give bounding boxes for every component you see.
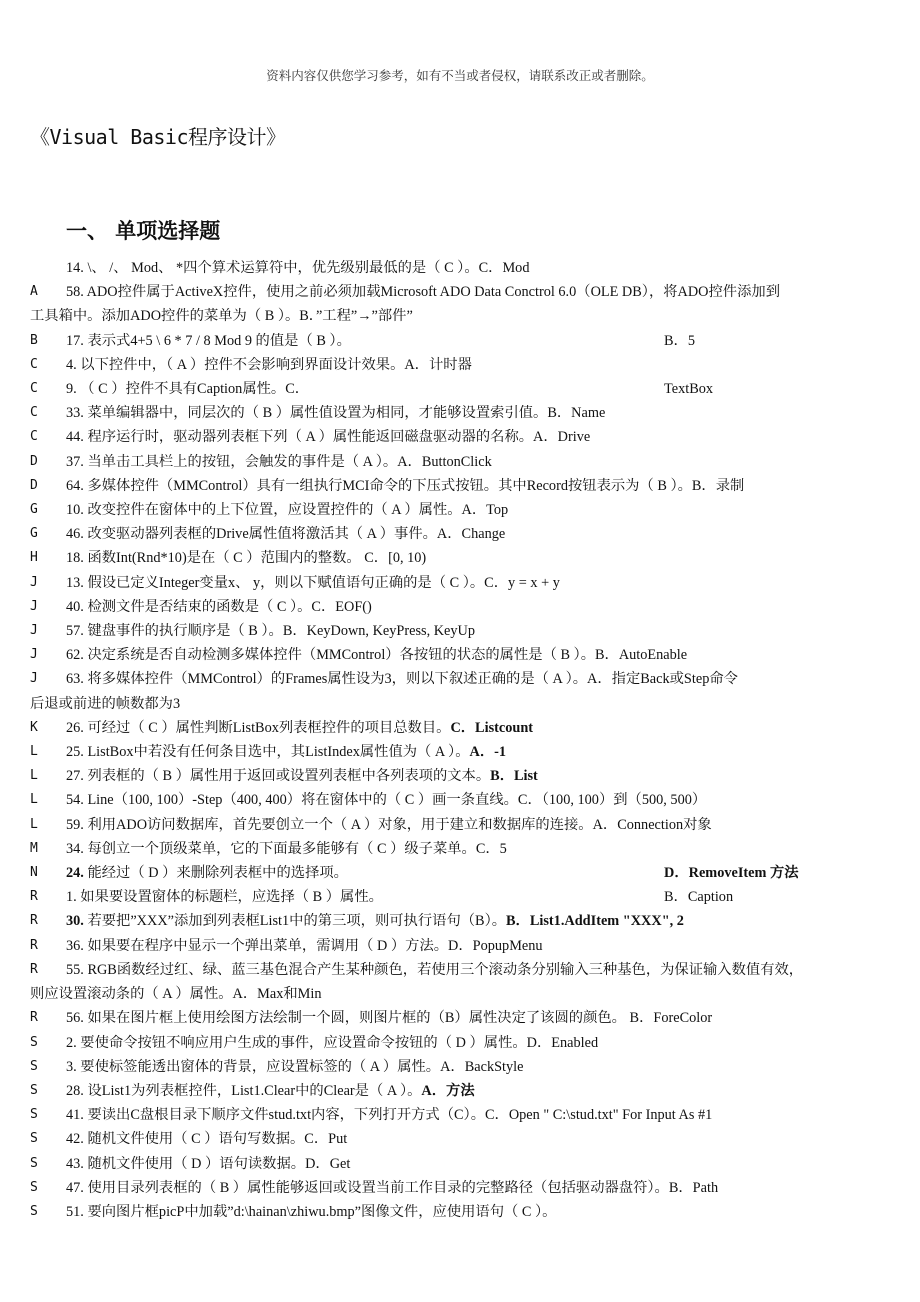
question-continuation: 工具箱中。添加ADO控件的菜单为（ B ）。B．”工程”→”部件” xyxy=(30,308,413,325)
answer-text: A．-1 xyxy=(469,744,507,761)
question-text xyxy=(66,619,912,643)
question-body: 18. 函数Int(Rnd*10)是在（ C ）范围内的整数。 C．[0, 10) xyxy=(66,550,427,567)
question-text xyxy=(66,1031,912,1055)
index-letter: S xyxy=(30,1179,38,1195)
question-row xyxy=(30,667,912,715)
question-text xyxy=(66,885,912,909)
answer-text: B．List xyxy=(490,768,538,785)
index-letter: R xyxy=(30,889,38,905)
index-letter: S xyxy=(30,1155,38,1171)
question-row xyxy=(30,1127,912,1151)
answer-text: B．5 xyxy=(664,332,695,349)
index-letter: R xyxy=(30,913,38,929)
question-row xyxy=(30,716,912,740)
question-text xyxy=(66,595,912,619)
question-body: 51. 要向图片框picP中加载”d:\hainan\zhiwu.bmp”图像文件，应使用语句（ C ）。 xyxy=(66,1203,557,1220)
index-letter: C xyxy=(30,381,38,397)
question-text xyxy=(66,1079,912,1103)
question-row xyxy=(30,619,912,643)
question-body: 25. ListBox中若没有任何条目选中，其ListIndex属性值为（ A ）。 xyxy=(66,744,470,761)
question-body: 44. 程序运行时，驱动器列表框下列（ A ）属性能返回磁盘驱动器的名称。A．Drive xyxy=(66,429,591,446)
question-text xyxy=(66,813,912,837)
index-letter: N xyxy=(30,865,38,881)
question-text xyxy=(66,546,912,570)
question-continuation: 后退或前进的帧数都为3 xyxy=(30,695,181,712)
index-letter: C xyxy=(30,356,38,372)
question-body: 64. 多媒体控件（MMControl）具有一组执行MCI命令的下压式按钮。其中Record按钮表示为（ B ）。B．录制 xyxy=(66,477,745,494)
question-row xyxy=(30,1200,912,1224)
question-text xyxy=(66,571,912,595)
question-row xyxy=(30,353,912,377)
answer-text: A．方法 xyxy=(421,1082,475,1099)
question-row xyxy=(30,813,912,837)
question-number: 24. xyxy=(66,865,84,882)
index-letter: G xyxy=(30,502,38,518)
question-text xyxy=(66,909,912,933)
question-body: 34. 每创立一个顶级菜单，它的下面最多能够有（ C ）级子菜单。C．5 xyxy=(66,840,507,857)
question-text xyxy=(66,522,912,546)
question-row xyxy=(30,329,912,353)
question-text xyxy=(66,329,912,353)
question-body: 42. 随机文件使用（ C ）语句写数据。C．Put xyxy=(66,1131,348,1148)
index-letter: L xyxy=(30,816,38,832)
question-row xyxy=(30,885,912,909)
question-text xyxy=(66,474,912,498)
question-body: 37. 当单击工具栏上的按钮，会触发的事件是（ A ）。A．ButtonClick xyxy=(66,453,492,470)
question-list xyxy=(30,256,912,1224)
index-letter: J xyxy=(30,671,38,687)
question-text xyxy=(66,450,912,474)
answer-text: C．Listcount xyxy=(450,719,534,736)
question-row xyxy=(30,280,912,328)
question-text xyxy=(30,667,912,715)
answer-text: TextBox xyxy=(664,381,714,398)
question-text xyxy=(66,1152,912,1176)
index-letter: H xyxy=(30,550,38,566)
question-text xyxy=(30,958,912,1006)
question-text xyxy=(66,1127,912,1151)
question-body: 62. 决定系统是否自动检测多媒体控件（MMControl）各按钮的状态的属性是（ B ）。B．AutoEnable xyxy=(66,647,688,664)
section-heading: 一、 单项选择题 xyxy=(66,219,221,243)
question-body: 59. 利用ADO访问数据库，首先要创立一个（ A ）对象，用于建立和数据库的连接。A．Connection对象 xyxy=(66,816,712,833)
question-body: 41. 要读出C盘根目录下顺序文件stud.txt内容，下列打开方式（C）。C．Open " C:\stud.txt" For Input As #1 xyxy=(66,1107,713,1124)
question-body: 4. 以下控件中，（ A ）控件不会影响到界面设计效果。A．计时器 xyxy=(66,356,472,373)
index-letter: D xyxy=(30,477,38,493)
question-body: 55. RGB函数经过红、绿、蓝三基色混合产生某种颜色，若使用三个滚动条分别输入三种基色，为保证输入数值有效， xyxy=(66,961,804,978)
question-text xyxy=(66,1103,912,1127)
index-letter: B xyxy=(30,332,38,348)
question-body: 43. 随机文件使用（ D ）语句读数据。D．Get xyxy=(66,1155,351,1172)
index-letter: K xyxy=(30,719,38,735)
index-letter: S xyxy=(30,1203,38,1219)
question-body: 3. 要使标签能透出窗体的背景，应设置标签的（ A ）属性。A．BackStyle xyxy=(66,1058,524,1075)
index-letter: C xyxy=(30,405,38,421)
question-body: 17. 表示式4+5 \ 6 * 7 / 8 Mod 9 的值是（ B ）。 xyxy=(66,332,351,349)
question-text xyxy=(66,425,912,449)
index-letter: A xyxy=(30,284,38,300)
question-text xyxy=(66,861,912,885)
question-text xyxy=(66,764,912,788)
question-row xyxy=(30,740,912,764)
question-text xyxy=(66,934,912,958)
question-row xyxy=(30,1031,912,1055)
question-text xyxy=(66,740,912,764)
question-text xyxy=(66,353,912,377)
question-row xyxy=(30,474,912,498)
question-text xyxy=(66,1055,912,1079)
question-body: 46. 改变驱动器列表框的Drive属性值将激活其（ A ）事件。A．Change xyxy=(66,526,506,543)
index-letter: D xyxy=(30,453,38,469)
question-body: 58. ADO控件属于ActiveX控件，使用之前必须加载Microsoft ADO Data Conctrol 6.0（OLE DB），将ADO控件添加到 xyxy=(66,284,780,301)
question-row xyxy=(30,401,912,425)
question-body: 26. 可经过（ C ）属性判断ListBox列表框控件的项目总数目。 xyxy=(66,719,451,736)
question-text xyxy=(66,1200,912,1224)
question-body: 40. 检测文件是否结束的函数是（ C ）。C．EOF() xyxy=(66,598,372,615)
question-text xyxy=(66,837,912,861)
index-letter: J xyxy=(30,598,38,614)
index-letter: L xyxy=(30,768,38,784)
question-text xyxy=(66,788,912,812)
question-text xyxy=(66,377,912,401)
index-letter: J xyxy=(30,574,38,590)
copyright-notice: 资料内容仅供您学习参考，如有不当或者侵权，请联系改正或者删除。 xyxy=(266,69,654,83)
question-text xyxy=(66,401,912,425)
index-letter: J xyxy=(30,647,38,663)
question-body: 若要把”XXX”添加到列表框List1中的第三项，则可执行语句（B）。 xyxy=(83,913,507,930)
question-row xyxy=(30,450,912,474)
question-text xyxy=(66,1176,912,1200)
question-row xyxy=(30,861,912,885)
index-letter: G xyxy=(30,526,38,542)
question-body: 36. 如果要在程序中显示一个弹出菜单，需调用（ D ）方法。D．PopupMenu xyxy=(66,937,543,954)
index-letter: S xyxy=(30,1082,38,1098)
question-row xyxy=(30,958,912,1006)
question-row xyxy=(30,909,912,933)
question-row xyxy=(30,256,912,280)
question-body: 9. （ C ）控件不具有Caption属性。C． xyxy=(66,381,310,398)
question-row xyxy=(30,1176,912,1200)
answer-text: D．RemoveItem 方法 xyxy=(664,865,799,882)
question-row xyxy=(30,571,912,595)
question-body: 33. 菜单编辑器中，同层次的（ B ）属性值设置为相同，才能够设置索引值。B．Name xyxy=(66,405,606,422)
answer-text: B．Caption xyxy=(664,889,734,906)
index-letter: R xyxy=(30,937,38,953)
index-letter: R xyxy=(30,1010,38,1026)
question-body: 13. 假设已定义Integer变量x、 y，则以下赋值语句正确的是（ C ）。C．y = x + y xyxy=(66,574,560,591)
index-letter: C xyxy=(30,429,38,445)
index-letter: S xyxy=(30,1034,38,1050)
question-continuation: 则应设置滚动条的（ A ）属性。A．Max和Min xyxy=(30,986,322,1003)
question-body: 47. 使用目录列表框的（ B ）属性能够返回或设置当前工作目录的完整路径（包括驱动器盘符）。B．Path xyxy=(66,1179,719,1196)
index-letter: S xyxy=(30,1058,38,1074)
question-body: 2. 要使命令按钮不响应用户生成的事件，应设置命令按钮的（ D ）属性。D．Enabled xyxy=(66,1034,599,1051)
question-body: 27. 列表框的（ B ）属性用于返回或设置列表框中各列表项的文本。 xyxy=(66,768,491,785)
index-letter: S xyxy=(30,1107,38,1123)
question-body: 1. 如果要设置窗体的标题栏，应选择（ B ）属性。 xyxy=(66,889,383,906)
question-row xyxy=(30,1055,912,1079)
question-row xyxy=(30,595,912,619)
question-number: 30. xyxy=(66,913,84,930)
question-text xyxy=(66,256,912,280)
question-text xyxy=(30,280,912,328)
question-row xyxy=(30,498,912,522)
question-row xyxy=(30,1152,912,1176)
index-letter: L xyxy=(30,792,38,808)
question-row xyxy=(30,788,912,812)
index-letter: S xyxy=(30,1131,38,1147)
question-body: 63. 将多媒体控件（MMControl）的Frames属性设为3，则以下叙述正确的是（ A ）。A．指定Back或Step命令 xyxy=(66,671,738,688)
document-title: 《Visual Basic程序设计》 xyxy=(30,125,286,149)
question-row xyxy=(30,643,912,667)
question-text xyxy=(66,498,912,522)
question-body: 10. 改变控件在窗体中的上下位置，应设置控件的（ A ）属性。A．Top xyxy=(66,502,509,519)
index-letter: L xyxy=(30,744,38,760)
question-row xyxy=(30,764,912,788)
index-letter: R xyxy=(30,961,38,977)
question-row xyxy=(30,1079,912,1103)
question-row xyxy=(30,377,912,401)
question-body: 28. 设List1为列表框控件，List1.Clear中的Clear是（ A ）。 xyxy=(66,1082,422,1099)
question-body: 14. \、 /、 Mod、 *四个算术运算符中，优先级别最低的是（ C ）。C．Mod xyxy=(66,260,530,276)
question-row xyxy=(30,837,912,861)
question-row xyxy=(30,425,912,449)
question-text xyxy=(66,716,912,740)
question-body: 57. 键盘事件的执行顺序是（ B ）。B．KeyDown, KeyPress, KeyUp xyxy=(66,623,476,640)
question-row xyxy=(30,546,912,570)
index-letter: M xyxy=(30,840,38,856)
question-row xyxy=(30,1103,912,1127)
question-row xyxy=(30,934,912,958)
question-row xyxy=(30,522,912,546)
question-text xyxy=(66,643,912,667)
index-letter: J xyxy=(30,623,38,639)
question-text xyxy=(66,1006,912,1030)
question-body: 56. 如果在图片框上使用绘图方法绘制一个圆，则图片框的（B）属性决定了该圆的颜色。 B．ForeColor xyxy=(66,1010,713,1027)
question-row xyxy=(30,1006,912,1030)
answer-text: B．List1.AddItem "XXX", 2 xyxy=(506,913,684,930)
question-body: 能经过（ D ）来删除列表框中的选择项。 xyxy=(83,865,348,882)
question-body: 54. Line（100, 100）-Step（400, 400）将在窗体中的（ C ）画一条直线。C．（100, 100）到（500, 500） xyxy=(66,792,707,809)
